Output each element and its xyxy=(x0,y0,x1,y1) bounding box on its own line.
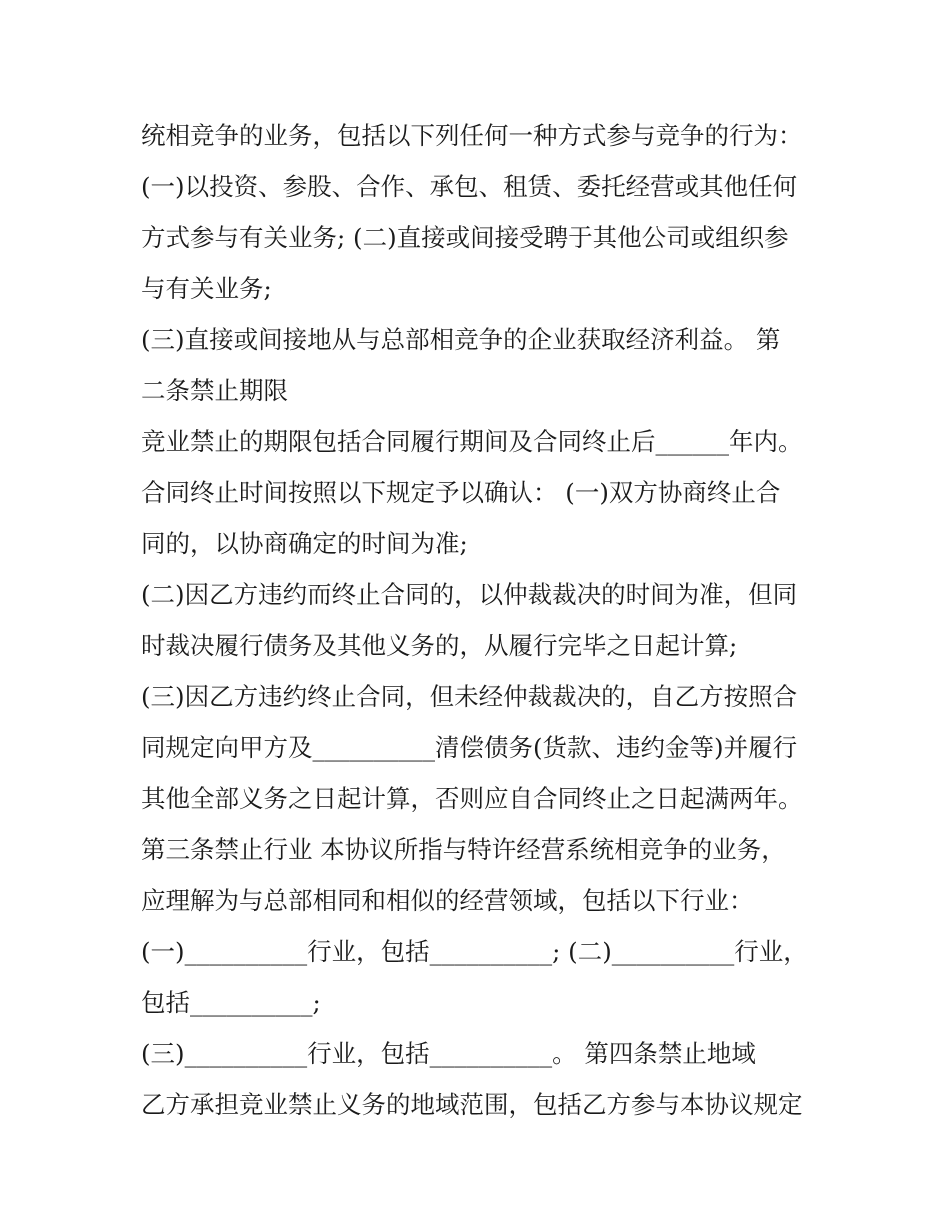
text-line: (三)因乙方违约终止合同，但未经仲裁裁决的，自乙方按照合 xyxy=(141,682,798,711)
text-line: 包括__________; xyxy=(141,988,321,1017)
document-body xyxy=(141,110,831,1130)
text-line: 二条禁止期限 xyxy=(141,376,288,405)
text-line: 竞业禁止的期限包括合同履行期间及合同终止后______年内。 xyxy=(141,427,803,456)
text-line: (一)以投资、参股、合作、承包、租赁、委托经营或其他任何 xyxy=(141,172,798,201)
text-line: 第三条禁止行业 本协议所指与特许经营系统相竞争的业务， xyxy=(141,835,786,864)
text-line: 时裁决履行债务及其他义务的，从履行完毕之日起计算; xyxy=(141,631,738,660)
text-line: 其他全部义务之日起计算，否则应自合同终止之日起满两年。 xyxy=(141,784,803,813)
text-line: 与有关业务; xyxy=(141,274,272,303)
text-line: (一)__________行业，包括__________; (二)__________行业， xyxy=(141,937,808,966)
text-line: 方式参与有关业务; (二)直接或间接受聘于其他公司或组织参 xyxy=(141,223,789,252)
text-line: 统相竞争的业务，包括以下列任何一种方式参与竞争的行为： xyxy=(141,121,803,150)
text-line: (三)直接或间接地从与总部相竞争的企业获取经济利益。 第 xyxy=(141,325,781,354)
text-line: 同规定向甲方及__________清偿债务(货款、违约金等)并履行 xyxy=(141,733,798,762)
text-line: 同的，以协商确定的时间为准; xyxy=(141,529,468,558)
text-line: 应理解为与总部相同和相似的经营领域，包括以下行业： xyxy=(141,886,754,915)
text-line: 乙方承担竞业禁止义务的地域范围，包括乙方参与本协议规定 xyxy=(141,1090,803,1119)
text-line: (三)__________行业，包括__________。 第四条禁止地域 xyxy=(141,1039,756,1068)
text-line: (二)因乙方违约而终止合同的，以仲裁裁决的时间为准，但同 xyxy=(141,580,798,609)
text-line: 合同终止时间按照以下规定予以确认： (一)双方协商终止合 xyxy=(141,478,781,507)
